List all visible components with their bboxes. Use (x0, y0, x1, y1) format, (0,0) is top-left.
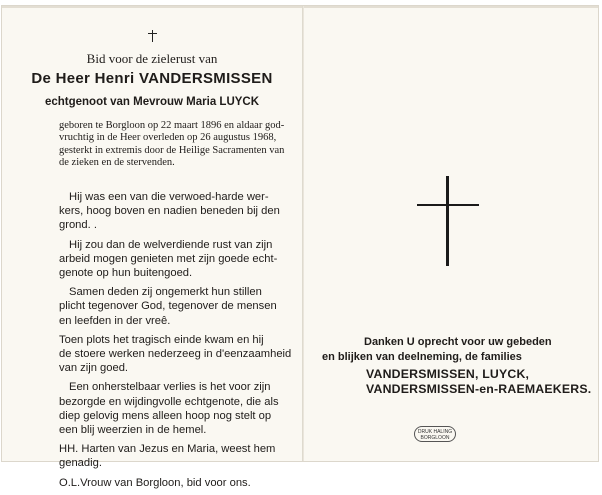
paragraph (59, 238, 294, 281)
text-line: de stoere werken nederzeeg in d'eenzaamheid (59, 348, 292, 361)
text-line: HH. Harten van Jezus en Maria, weest hem (59, 443, 276, 456)
text-line: genote op hun buitengoed. (59, 267, 193, 280)
small-cross-icon (148, 30, 157, 42)
text-line: bezorgde en wijdingvolle echtgenote, die als (59, 395, 279, 408)
deceased-name: De Heer Henri VANDERSMISSEN (31, 70, 273, 87)
biography (59, 120, 285, 170)
text-line: Hij was een van die verwoed-harde wer- (69, 191, 269, 203)
text-line: plicht tegenover God, tegenover de mensen (59, 300, 277, 313)
paragraph (59, 333, 294, 376)
bio-line: vruchtig in de Heer overleden op 26 augustus 1968, (59, 132, 277, 144)
spouse-line: echtgenoot van Mevrouw Maria LUYCK (44, 96, 260, 108)
right-panel (304, 6, 598, 461)
bio-line: geboren te Borgloon op 22 maart 1896 en aldaar god- (59, 120, 285, 131)
text-line: kers, hoog boven en nadien beneden bij den (59, 205, 280, 218)
family-line: VANDERSMISSEN, LUYCK, (366, 367, 530, 381)
family-line: VANDERSMISSEN-en-RAEMAEKERS. (366, 382, 592, 396)
thanks-line: en blijken van deelneming, de families (322, 351, 522, 363)
paragraph (59, 190, 294, 233)
text-line: een blij weerzien in de hemel. (59, 424, 207, 437)
text-line: Toen plots het tragisch einde kwam en hij (59, 333, 264, 346)
printer-stamp-line: BORGLOON (420, 435, 450, 441)
text-line: O.L.Vrouw van Borgloon, bid voor ons. (59, 476, 251, 489)
text-line: arbeid mogen genieten met zijn goede echt- (59, 252, 278, 265)
text-line: Samen deden zij ongemerkt hun stillen (69, 286, 262, 299)
memorial-card (2, 6, 598, 489)
prayer-heading: Bid voor de zielerust van (86, 51, 218, 66)
memorial-text (59, 190, 294, 495)
thanks-text (304, 335, 598, 365)
paragraph (59, 285, 294, 328)
text-line: Hij zou dan de welverdiende rust van zijn (69, 238, 273, 251)
paragraph (59, 380, 294, 437)
bio-line: gesterkt in extremis door de Heilige Sacramenten van (59, 144, 285, 156)
paragraph (59, 476, 294, 490)
text-line: Een onherstelbaar verlies is het voor zijn (69, 381, 271, 394)
family-names (366, 367, 598, 397)
printer-stamp-line: DRUK HALING (417, 429, 453, 435)
text-line: diep gelovig mens alleen hoop nog stelt op (59, 409, 272, 422)
left-panel (2, 6, 302, 489)
bio-line: de zieken en de stervenden. (59, 157, 175, 169)
paragraph (59, 442, 294, 470)
printer-stamp (414, 426, 456, 442)
text-line: grond. . (59, 219, 97, 232)
text-line: van zijn goed. (59, 362, 129, 375)
text-line: en leefden in der vreê. (59, 314, 171, 327)
thanks-line: Danken U oprecht voor uw gebeden (364, 336, 552, 348)
large-cross-icon (417, 176, 479, 266)
text-line: genadig. (59, 457, 102, 470)
